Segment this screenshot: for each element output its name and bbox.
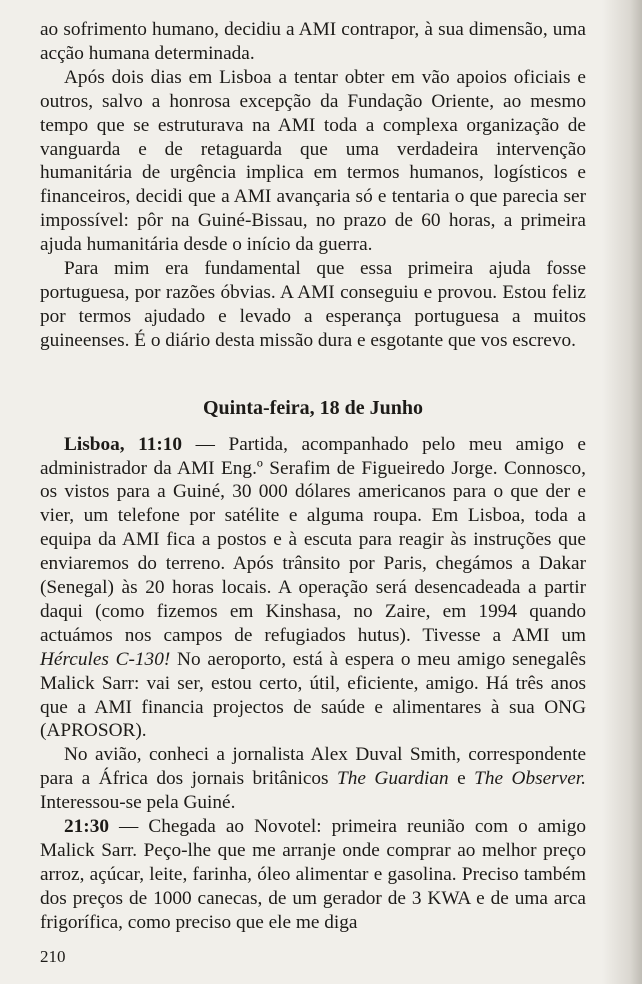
entry-text: — Partida, acompanhado pelo meu amigo e administrador da AMI Eng.º Serafim de Figueiredo Jorge. Connosco, os vistos para a Guiné, 30 000 dólares americanos para o que der e vier, um telefone por satélite e alguma roupa. Em Lisboa, toda a equipa da AMI fica a postos e à escuta para reagir às instruções que enviaremos do terreno. Após trânsito por Paris, chegámos a Dakar (Senegal) às 20 horas locais. A operação será desencadeada a partir daqui (como fizemos em Kinshasa, no Zaire, em 1994 quando actuámos nos campos de refugiados hutus). Tivesse a AMI um — [40, 433, 586, 646]
paragraph: Após dois dias em Lisboa a tentar obter em vão apoios oficiais e outros, salvo a honrosa excepção da Fundação Oriente, ao mesmo tempo que se estruturava na AMI toda a complexa organização de vanguarda e de retaguarda que uma verdadeira intervenção humanitária de urgência implica em termos humanos, logísticos e financeiros, decidi que a AMI avançaria só e tentaria o que parecia ser impossível: pôr na Guiné-Bissau, no prazo de 60 horas, a primeira ajuda humanitária desde o início da guerra. — [40, 66, 586, 256]
entry-text: No aeroporto, está à espera o meu amigo senegalês Malick Sarr: vai ser, estou certo, útil, eficiente, amigo. Há três anos que a AMI financia projectos de saúde e alimentares à sua ONG (APROSOR). — [40, 648, 586, 742]
diary-entry-lisboa — [40, 433, 586, 744]
entry-timestamp: Lisboa, 11:10 — [64, 433, 183, 455]
page-body — [40, 18, 586, 935]
entry-text: Interessou-se pela Guiné. — [40, 792, 236, 814]
diary-entry-novotel — [40, 815, 586, 935]
entry-text: No avião, conheci a jornalista Alex Duval Smith, correspondente para a África dos jornais britânicos — [40, 744, 586, 790]
newspaper-title: The Guardian — [337, 768, 449, 790]
diary-entry-plane — [40, 743, 586, 815]
newspaper-title: The Observer. — [474, 768, 586, 790]
paragraph: Para mim era fundamental que essa primeira ajuda fosse portuguesa, por razões óbvias. A AMI conseguiu e provou. Estou feliz por termos ajudado e levado a esperança portuguesa a muitos guineenses. É o diário desta missão dura e esgotante que vos escrevo. — [40, 258, 586, 351]
paragraph-continued: ao sofrimento humano, decidiu a AMI contrapor, à sua dimensão, uma acção humana determinada. — [40, 19, 586, 64]
page-gutter-shadow — [602, 0, 642, 984]
entry-italic-aircraft: Hércules C-130! — [40, 648, 171, 670]
entry-text: e — [448, 768, 475, 790]
entry-text: — Chegada ao Novotel: primeira reunião com o amigo Malick Sarr. Peço-lhe que me arranje onde comprar ao melhor preço arroz, açúcar, leite, farinha, óleo alimentar e gasolina. Preciso também dos preços de 1000 canecas, de um gerador de 3 KWA e de uma arca frigorífica, como preciso que ele me diga — [40, 816, 586, 933]
section-heading: Quinta-feira, 18 de Junho — [202, 396, 424, 419]
entry-timestamp: 21:30 — [64, 816, 109, 838]
page-number: 210 — [40, 947, 66, 966]
